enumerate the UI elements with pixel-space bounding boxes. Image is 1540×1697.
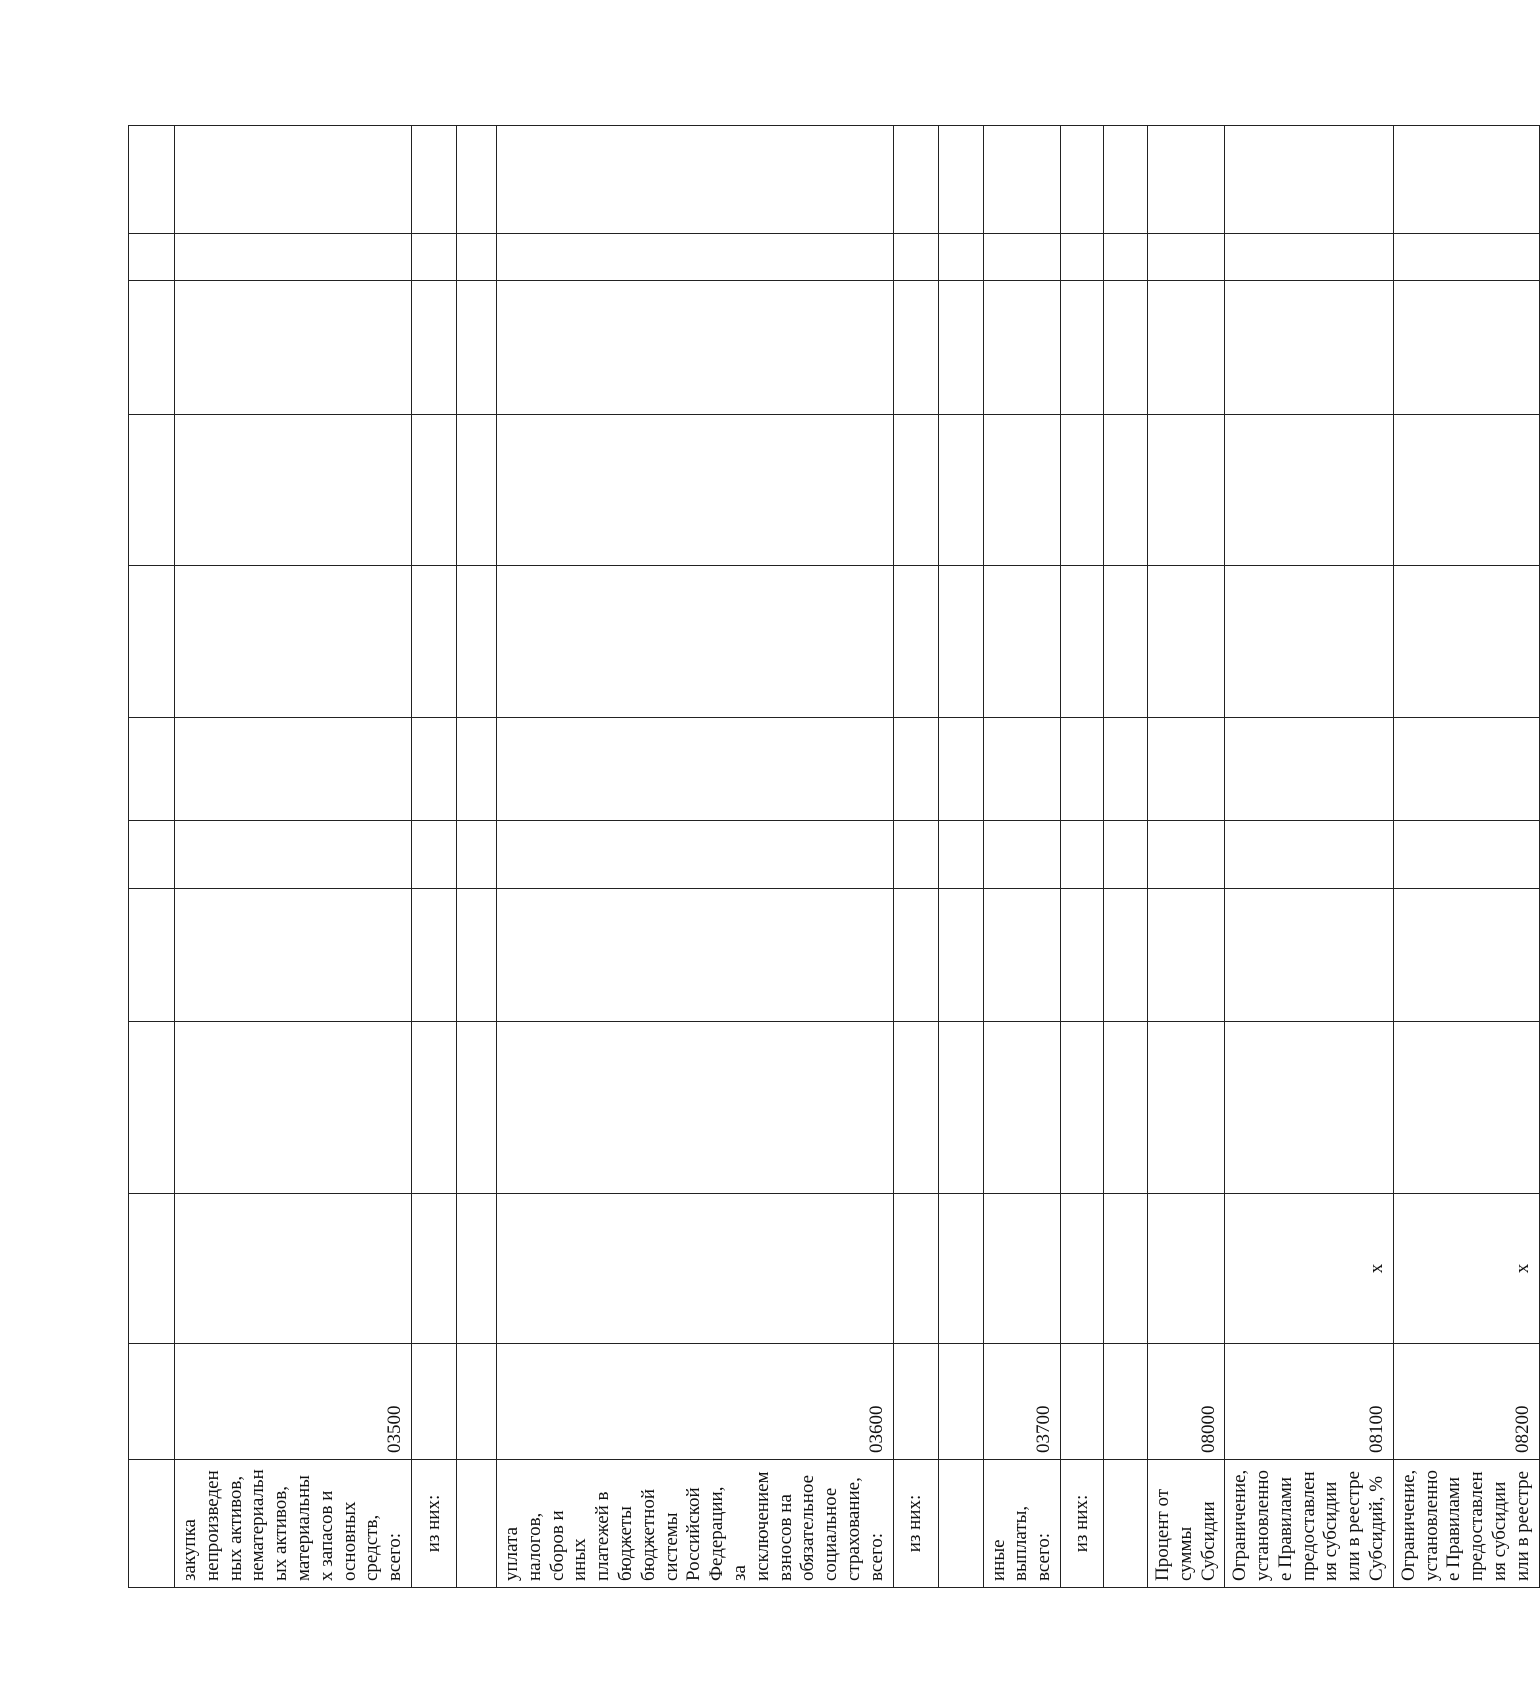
row-label: из них:	[893, 1460, 938, 1588]
table-row	[1103, 126, 1147, 1588]
header-cell	[129, 1344, 175, 1460]
row-cell	[456, 234, 496, 281]
table-row	[456, 126, 496, 1588]
row-cell	[1147, 821, 1224, 889]
row-cell	[411, 1022, 456, 1194]
row-cell	[1225, 821, 1394, 889]
header-cell	[129, 281, 175, 415]
row-cell	[893, 1022, 938, 1194]
row-code	[938, 1344, 983, 1460]
row-cell	[175, 281, 412, 415]
row-cell	[893, 1194, 938, 1344]
row-label: Процент от суммы Субсидии	[1147, 1460, 1224, 1588]
row-cell	[456, 1194, 496, 1344]
row-cell	[983, 234, 1060, 281]
table-row	[893, 126, 938, 1588]
row-cell	[983, 821, 1060, 889]
row-mark: x	[1225, 1194, 1394, 1344]
row-cell	[1393, 126, 1539, 234]
row-cell	[1225, 415, 1394, 566]
row-label: Ограничение, установленное Правилами предоставления субсидии или в реестре	[1393, 1460, 1539, 1588]
row-cell	[456, 281, 496, 415]
row-cell	[1060, 126, 1103, 234]
row-cell	[938, 1022, 983, 1194]
row-cell	[175, 1194, 412, 1344]
table-row	[411, 126, 456, 1588]
row-cell	[938, 234, 983, 281]
row-cell	[1147, 566, 1224, 718]
header-cell	[129, 889, 175, 1022]
row-label: уплата налогов, сборов и иных платежей в бюджеты бюджетной системы Российской Федерации, за исключением взносов на обязательное социальное страхование, всего:	[496, 1460, 893, 1588]
row-label: из них:	[411, 1460, 456, 1588]
row-mark: x	[1393, 1194, 1539, 1344]
row-code	[411, 1344, 456, 1460]
subsidy-report-table	[128, 125, 1540, 1588]
row-cell	[1103, 718, 1147, 821]
row-code: 03700	[983, 1344, 1060, 1460]
row-cell	[411, 234, 456, 281]
row-cell	[496, 126, 893, 234]
row-cell	[456, 126, 496, 234]
row-cell	[893, 889, 938, 1022]
row-cell	[1225, 234, 1394, 281]
row-cell	[456, 1022, 496, 1194]
row-cell	[983, 566, 1060, 718]
row-cell	[175, 1022, 412, 1194]
header-cell	[129, 1194, 175, 1344]
row-cell	[938, 1194, 983, 1344]
row-cell	[175, 821, 412, 889]
row-cell	[1225, 126, 1394, 234]
row-cell	[1147, 415, 1224, 566]
row-cell	[893, 281, 938, 415]
row-cell	[983, 281, 1060, 415]
row-cell	[175, 126, 412, 234]
row-cell	[456, 566, 496, 718]
row-cell	[411, 415, 456, 566]
row-cell	[496, 889, 893, 1022]
row-code	[1060, 1344, 1103, 1460]
header-cell	[129, 821, 175, 889]
table-row	[1147, 126, 1224, 1588]
row-cell	[496, 566, 893, 718]
header-cell	[129, 1460, 175, 1588]
row-cell	[893, 821, 938, 889]
row-code: 08200	[1393, 1344, 1539, 1460]
row-cell	[496, 718, 893, 821]
row-code: 03500	[175, 1344, 412, 1460]
row-cell	[938, 821, 983, 889]
table-row	[1225, 126, 1394, 1588]
row-cell	[893, 234, 938, 281]
row-label	[1103, 1460, 1147, 1588]
row-cell	[175, 718, 412, 821]
row-cell	[496, 234, 893, 281]
row-code: 08100	[1225, 1344, 1394, 1460]
row-cell	[1393, 415, 1539, 566]
row-cell	[1103, 281, 1147, 415]
table-row	[1393, 126, 1539, 1588]
row-cell	[411, 281, 456, 415]
row-cell	[1147, 1022, 1224, 1194]
row-label: из них:	[1060, 1460, 1103, 1588]
row-code	[1103, 1344, 1147, 1460]
row-cell	[1103, 415, 1147, 566]
row-cell	[456, 718, 496, 821]
row-code: 03600	[496, 1344, 893, 1460]
row-cell	[893, 718, 938, 821]
header-cell	[129, 234, 175, 281]
header-strip-row	[129, 126, 175, 1588]
row-label	[456, 1460, 496, 1588]
header-cell	[129, 126, 175, 234]
row-cell	[983, 1194, 1060, 1344]
table-row	[938, 126, 983, 1588]
row-cell	[1060, 821, 1103, 889]
header-cell	[129, 415, 175, 566]
row-cell	[175, 415, 412, 566]
row-label	[938, 1460, 983, 1588]
row-cell	[1060, 718, 1103, 821]
row-cell	[1103, 821, 1147, 889]
row-cell	[496, 821, 893, 889]
row-cell	[1103, 126, 1147, 234]
row-cell	[1147, 281, 1224, 415]
row-cell	[983, 415, 1060, 566]
row-cell	[983, 718, 1060, 821]
row-cell	[1060, 1022, 1103, 1194]
row-cell	[175, 889, 412, 1022]
row-cell	[175, 234, 412, 281]
row-cell	[1147, 126, 1224, 234]
row-cell	[1060, 566, 1103, 718]
row-cell	[983, 1022, 1060, 1194]
row-cell	[938, 126, 983, 234]
row-cell	[893, 126, 938, 234]
row-label: закупка непроизведенных активов, нематериальных активов, материальных запасов и основных средств, всего:	[175, 1460, 412, 1588]
row-cell	[1393, 889, 1539, 1022]
row-cell	[1060, 415, 1103, 566]
header-cell	[129, 718, 175, 821]
row-code	[456, 1344, 496, 1460]
row-cell	[938, 415, 983, 566]
header-cell	[129, 566, 175, 718]
row-cell	[938, 566, 983, 718]
row-cell	[456, 889, 496, 1022]
row-cell	[411, 1194, 456, 1344]
row-cell	[175, 566, 412, 718]
row-cell	[496, 1194, 893, 1344]
row-cell	[496, 415, 893, 566]
row-cell	[411, 126, 456, 234]
row-cell	[1147, 1194, 1224, 1344]
row-cell	[1393, 281, 1539, 415]
row-cell	[1225, 1022, 1394, 1194]
row-cell	[411, 718, 456, 821]
row-cell	[1147, 889, 1224, 1022]
row-cell	[1225, 566, 1394, 718]
row-cell	[1393, 821, 1539, 889]
row-code	[893, 1344, 938, 1460]
row-cell	[496, 281, 893, 415]
row-cell	[411, 566, 456, 718]
table-row	[1060, 126, 1103, 1588]
table-row	[175, 126, 412, 1588]
row-cell	[1103, 234, 1147, 281]
row-label: Ограничение, установленное Правилами предоставления субсидии или в реестре Субсидий, %	[1225, 1460, 1394, 1588]
row-cell	[893, 415, 938, 566]
row-cell	[1103, 566, 1147, 718]
row-cell	[1225, 281, 1394, 415]
row-cell	[1147, 718, 1224, 821]
row-cell	[893, 566, 938, 718]
row-cell	[938, 281, 983, 415]
header-cell	[129, 1022, 175, 1194]
row-cell	[1103, 1194, 1147, 1344]
row-cell	[1060, 1194, 1103, 1344]
table-row	[496, 126, 893, 1588]
row-cell	[1060, 281, 1103, 415]
row-cell	[983, 889, 1060, 1022]
row-cell	[1393, 718, 1539, 821]
row-cell	[938, 718, 983, 821]
row-cell	[938, 889, 983, 1022]
row-cell	[411, 821, 456, 889]
row-cell	[1225, 889, 1394, 1022]
row-cell	[1060, 234, 1103, 281]
row-cell	[1393, 234, 1539, 281]
row-cell	[1103, 1022, 1147, 1194]
row-cell	[983, 126, 1060, 234]
row-cell	[1103, 889, 1147, 1022]
row-cell	[456, 821, 496, 889]
row-cell	[1393, 1022, 1539, 1194]
row-label: иные выплаты, всего:	[983, 1460, 1060, 1588]
row-code: 08000	[1147, 1344, 1224, 1460]
row-cell	[1060, 889, 1103, 1022]
row-cell	[1225, 718, 1394, 821]
row-cell	[411, 889, 456, 1022]
table-row	[983, 126, 1060, 1588]
row-cell	[1393, 566, 1539, 718]
row-cell	[496, 1022, 893, 1194]
row-cell	[456, 415, 496, 566]
row-cell	[1147, 234, 1224, 281]
